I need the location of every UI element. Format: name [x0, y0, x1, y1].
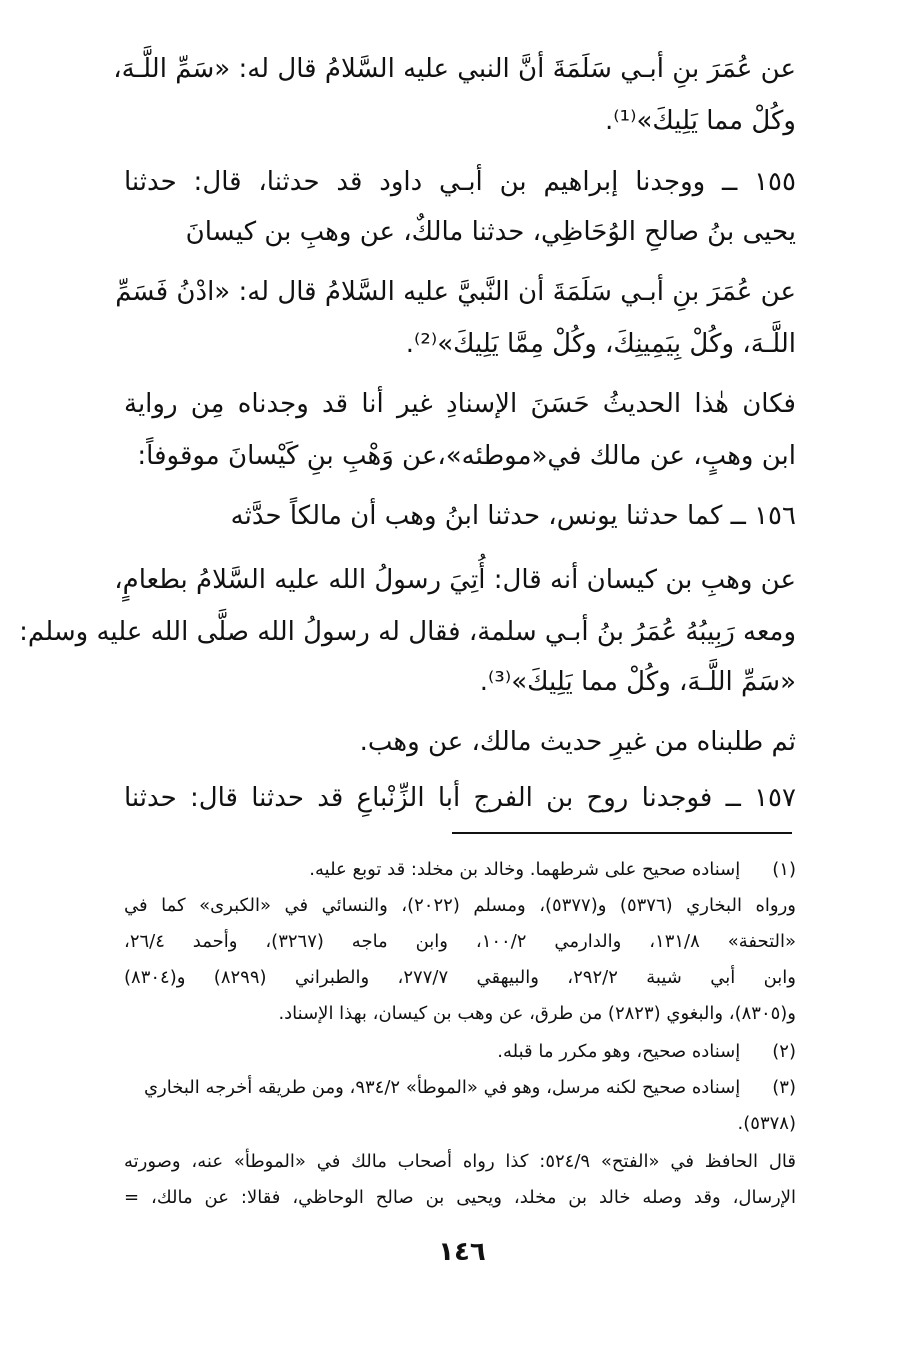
main-text-line: عن عُمَرَ بنِ أبـي سَلَمَةَ أن النَّبيَّ عليه السَّلامُ قال له: «ادْنُ فَسَمِّ	[115, 277, 796, 307]
footnote-line	[124, 852, 796, 888]
main-text-line: ١٥٥ ــ ووجدنا إبراهيم بن أبـي داود قد حدثنا، قال: حدثنا	[124, 167, 796, 197]
main-text-line: اللَّـهَ، وكُلْ بِيَمِينِكَ، وكُلْ مِمَّا يَلِيكَ»⁽²⁾.	[405, 329, 796, 359]
main-text-line: «سَمِّ اللَّـهَ، وكُلْ مما يَلِيكَ»⁽³⁾.	[479, 667, 796, 697]
main-text-line: يحيى بنُ صالحِ الوُحَاظِي، حدثنا مالكٌ، عن وهبِ بن كيسانَ	[185, 217, 796, 247]
footnote-line	[124, 1034, 796, 1070]
main-text-line: فكان هٰذا الحديثُ حَسَنَ الإسنادِ غير أنا قد وجدناه مِن رواية	[124, 389, 796, 419]
footnote-number: (١)	[772, 859, 796, 880]
main-text-line: ومعه رَبِيبُهُ عُمَرُ بنُ أبـي سلمة، فقال له رسولُ الله صلَّى الله عليه وسلم:	[19, 617, 796, 647]
footnote-line: قال الحافظ في «الفتح» ٥٢٤/٩: كذا رواه أصحاب مالك في «الموطأ» عنه، وصورته	[124, 1151, 797, 1172]
page-number: ١٤٦	[438, 1237, 486, 1267]
footnote-line: الإرسال، وقد وصله خالد بن مخلد، ويحيى بن صالح الوحاظي، فقالا: عن مالك، =	[124, 1187, 796, 1208]
main-text-line: ثم طلبناه من غيرِ حديث مالك، عن وهب.	[359, 727, 796, 757]
footnote-number: (٣)	[772, 1077, 796, 1098]
footnote-separator	[452, 832, 792, 834]
footnote-text: إسناده صحيح لكنه مرسل، وهو في «الموطأ» ٩٣٤/٢، ومن طريقه أخرجه البخاري	[143, 1077, 741, 1098]
main-text-line: وكُلْ مما يَلِيكَ»⁽¹⁾.	[604, 106, 796, 136]
footnote-line: «التحفة» ١٣١/٨، والدارمي ١٠٠/٢، وابن ماجه (٣٢٦٧)، وأحمد ٢٦/٤،	[124, 931, 797, 952]
footnote-text: إسناده صحيح على شرطهما. وخالد بن مخلد: قد توبع عليه.	[309, 859, 741, 880]
footnote-number: (٢)	[772, 1041, 796, 1062]
footnote-line: و(٨٣٠٥)، والبغوي (٢٨٢٣) من طرق، عن وهب بن كيسان، بهذا الإسناد.	[278, 1003, 796, 1024]
main-text-line: عن وهبِ بن كيسان أنه قال: أُتِيَ رسولُ الله عليه السَّلامُ بطعامٍ،	[114, 565, 796, 595]
footnote-text: إسناده صحيح، وهو مكرر ما قبله.	[497, 1041, 741, 1062]
main-text-line: ١٥٦ ــ كما حدثنا يونس، حدثنا ابنُ وهب أن مالكاً حدَّثه	[230, 501, 796, 531]
main-text-line: عن عُمَرَ بنِ أبـي سَلَمَةَ أنَّ النبي عليه السَّلامُ قال له: «سَمِّ اللَّـهَ،	[113, 54, 796, 84]
footnote-line: ورواه البخاري (٥٣٧٦) و(٥٣٧٧)، ومسلم (٢٠٢٢)، والنسائي في «الكبرى» كما في	[124, 895, 796, 916]
main-text-line: ١٥٧ ــ فوجدنا روح بن الفرج أبا الزِّنْباعِ قد حدثنا قال: حدثنا	[124, 783, 796, 813]
main-text-line: ابن وهبٍ، عن مالك في«موطئه»،عن وَهْبِ بنِ كَيْسانَ موقوفاً:	[137, 441, 796, 471]
footnote-line: وابن أبي شيبة ٢٩٢/٢، والبيهقي ٢٧٧/٧، والطبراني (٨٢٩٩) و(٨٣٠٤)	[124, 967, 796, 988]
footnote-line: (٥٣٧٨).	[737, 1113, 796, 1134]
footnote-line	[124, 1070, 796, 1106]
